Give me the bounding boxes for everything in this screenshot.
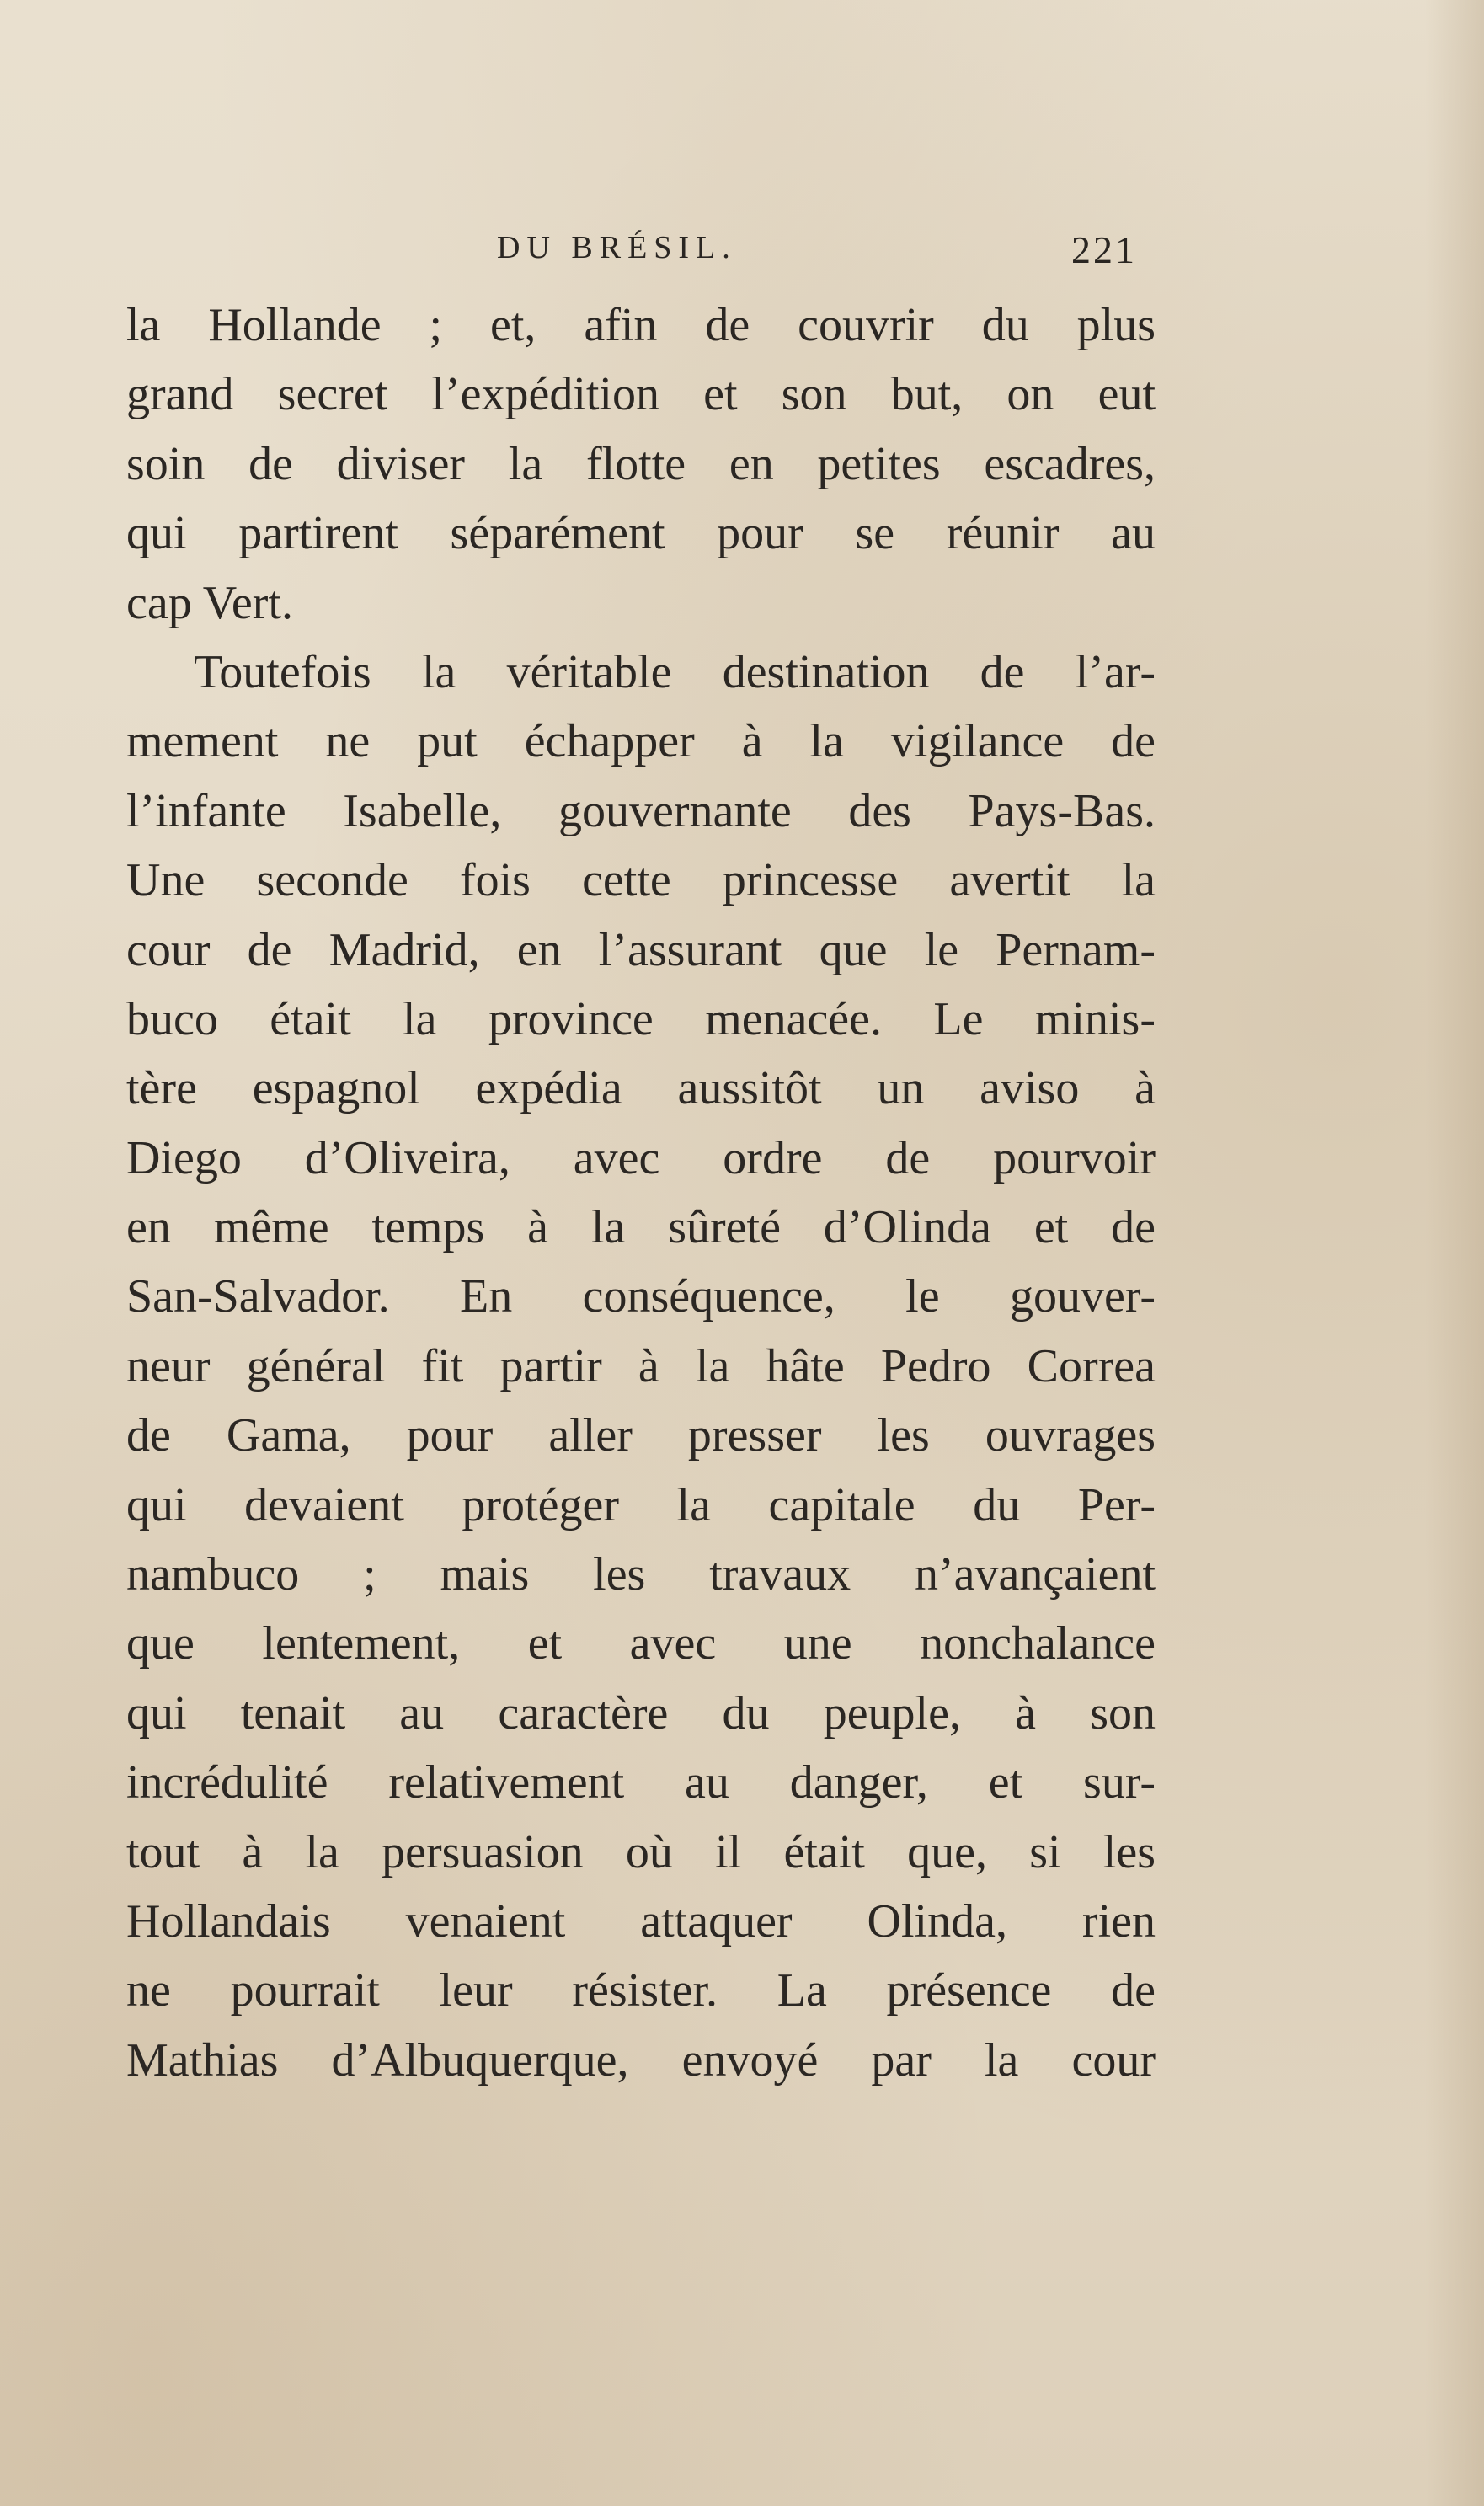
text-line: Mathias d’Albuquerque, envoyé par la cour [126,2033,1156,2087]
text-line: qui partirent séparément pour se réunir au [126,507,1156,560]
text-line: incrédulité relativement au danger, et sur- [126,1756,1156,1809]
text-line: cap Vert. [126,576,293,629]
text-line: la Hollande ; et, afin de couvrir du plus [126,299,1156,351]
text-line: tère espagnol expédia aussitôt un aviso à [126,1062,1156,1115]
page-number: 221 [1071,228,1137,271]
text-line: l’infante Isabelle, gouvernante des Pays-Bas. [126,784,1156,837]
running-title: DU BRÉSIL. [497,230,737,265]
text-line: de Gama, pour aller presser les ouvrages [126,1409,1156,1462]
text-line: que lentement, et avec une nonchalance [126,1617,1156,1670]
text-line: buco était la province menacée. Le minis- [126,992,1156,1045]
text-line: San-Salvador. En conséquence, le gouver- [126,1270,1156,1323]
text-line: ne pourrait leur résister. La présence de [126,1964,1156,2017]
text-line: tout à la persuasion où il était que, si les [126,1825,1156,1878]
paragraph-start-line: Toutefois la véritable destination de l’ar- [194,645,1156,698]
text-line: mement ne put échapper à la vigilance de [126,715,1156,768]
text-line: qui devaient protéger la capitale du Per- [126,1478,1156,1531]
text-line: grand secret l’expédition et son but, on eut [126,368,1156,421]
text-line: Hollandais venaient attaquer Olinda, rien [126,1894,1156,1948]
text-line: qui tenait au caractère du peuple, à son [126,1686,1156,1739]
text-line: cour de Madrid, en l’assurant que le Pernam- [126,923,1156,976]
text-line: neur général fit partir à la hâte Pedro Correa [126,1339,1156,1392]
text-line: Une seconde fois cette princesse avertit la [126,854,1156,907]
body-text [126,291,1156,2095]
running-head [497,229,1145,271]
text-line: en même temps à la sûreté d’Olinda et de [126,1201,1156,1254]
text-line: soin de diviser la flotte en petites escadres, [126,437,1156,490]
text-line: Diego d’Oliveira, avec ordre de pourvoir [126,1131,1156,1184]
text-line: nambuco ; mais les travaux n’avançaient [126,1548,1156,1601]
page-edge-shadow [1425,0,1484,2506]
